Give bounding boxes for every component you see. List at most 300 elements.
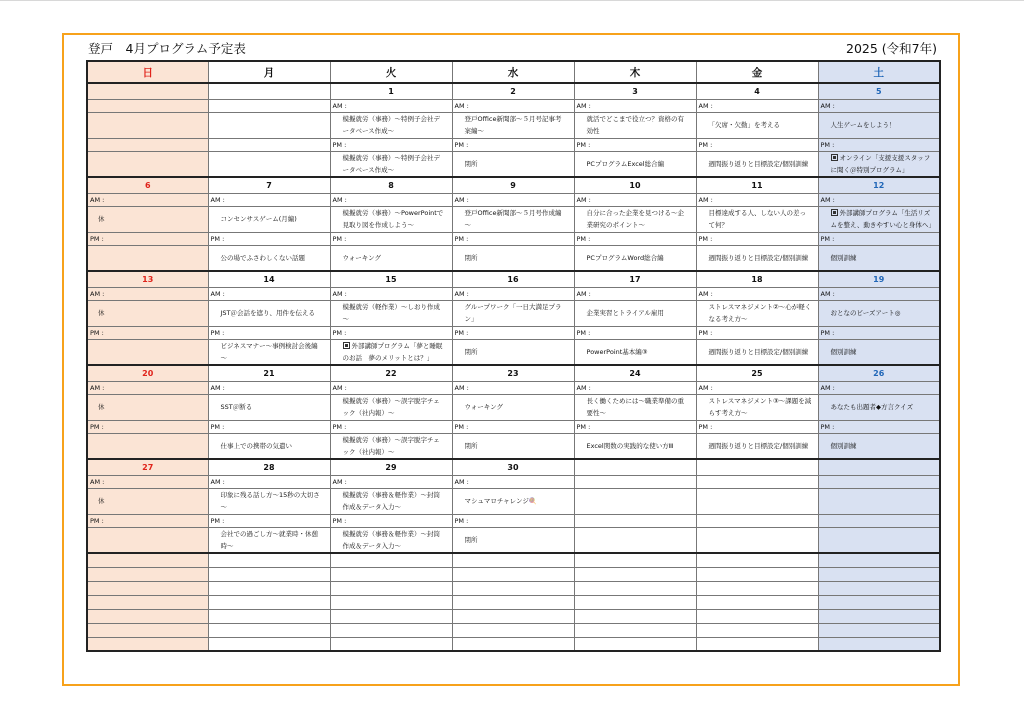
am-label-cell: AM : bbox=[208, 475, 330, 488]
pm-label-cell: PM : bbox=[818, 420, 940, 433]
date-cell: 13 bbox=[87, 271, 208, 287]
empty-cell bbox=[452, 637, 574, 651]
weekday-header-saturday: 土 bbox=[818, 61, 940, 83]
empty-cell bbox=[818, 623, 940, 637]
schedule-table bbox=[86, 60, 941, 652]
am-label-cell: AM : bbox=[330, 287, 452, 300]
empty-cell bbox=[452, 595, 574, 609]
year-label: 2025 (令和7年) bbox=[846, 41, 937, 56]
am-label-cell: AM : bbox=[452, 99, 574, 112]
program-entry bbox=[697, 395, 818, 419]
date-cell: 28 bbox=[208, 459, 330, 475]
program-cell bbox=[818, 151, 940, 177]
program-entry bbox=[209, 440, 330, 452]
pm-program-row bbox=[87, 339, 940, 365]
program-text: 週間振り返りと目標設定/個別訓練 bbox=[708, 441, 809, 450]
weekday-header-friday: 金 bbox=[696, 61, 818, 83]
date-cell: 7 bbox=[208, 177, 330, 193]
program-text: ウォーキング bbox=[464, 403, 504, 411]
program-entry bbox=[819, 152, 940, 176]
pm-label-cell: PM : bbox=[330, 326, 452, 339]
am-label-cell: AM : bbox=[696, 381, 818, 394]
empty-cell bbox=[87, 581, 208, 595]
program-cell bbox=[330, 488, 452, 514]
program-cell bbox=[696, 527, 818, 553]
program-cell bbox=[208, 339, 330, 365]
empty-cell bbox=[87, 623, 208, 637]
calendar-icon bbox=[831, 154, 838, 161]
date-cell: 30 bbox=[452, 459, 574, 475]
pm-label-row bbox=[87, 232, 940, 245]
program-cell bbox=[574, 151, 696, 177]
program-cell bbox=[330, 433, 452, 459]
program-entry bbox=[331, 113, 452, 137]
program-text: 模擬就労（事務）～誤字脱字チェック（社内報）～ bbox=[342, 397, 440, 417]
top-divider bbox=[0, 0, 1024, 1]
pm-label-cell: PM : bbox=[696, 232, 818, 245]
empty-cell bbox=[87, 595, 208, 609]
program-entry bbox=[453, 401, 574, 413]
program-cell bbox=[208, 394, 330, 420]
am-label-cell: AM : bbox=[818, 381, 940, 394]
empty-cell bbox=[87, 609, 208, 623]
am-label-cell: AM : bbox=[330, 381, 452, 394]
am-program-row bbox=[87, 300, 940, 326]
program-text: 企業実習とトライアル雇用 bbox=[586, 309, 664, 317]
program-entry bbox=[209, 252, 330, 264]
program-entry bbox=[575, 113, 696, 137]
program-cell bbox=[574, 488, 696, 514]
program-cell bbox=[87, 488, 208, 514]
am-label-cell: AM : bbox=[452, 287, 574, 300]
program-cell bbox=[574, 300, 696, 326]
am-label-cell: AM : bbox=[87, 381, 208, 394]
empty-cell bbox=[330, 581, 452, 595]
program-text: オンライン「支援支援スタッフに聞く＠特別プログラム」 bbox=[830, 153, 931, 174]
pm-label-cell: PM : bbox=[574, 232, 696, 245]
program-entry bbox=[209, 307, 330, 319]
am-label-row bbox=[87, 381, 940, 394]
pm-label-cell: PM : bbox=[208, 420, 330, 433]
program-cell bbox=[87, 245, 208, 271]
program-cell bbox=[574, 527, 696, 553]
weekday-header-sunday: 日 bbox=[87, 61, 208, 83]
program-cell bbox=[330, 527, 452, 553]
program-entry bbox=[697, 119, 818, 131]
pm-label-cell: PM : bbox=[330, 138, 452, 151]
empty-cell bbox=[87, 637, 208, 651]
program-entry bbox=[697, 301, 818, 325]
program-entry bbox=[575, 158, 696, 170]
am-label-row bbox=[87, 475, 940, 488]
pm-label-row bbox=[87, 420, 940, 433]
empty-cell bbox=[208, 595, 330, 609]
holiday-label: 休 bbox=[98, 215, 105, 223]
program-text: あなたも出題者◆方言クイズ bbox=[830, 403, 914, 411]
empty-cell bbox=[87, 553, 208, 567]
empty-cell bbox=[696, 623, 818, 637]
date-cell: 21 bbox=[208, 365, 330, 381]
program-cell bbox=[87, 339, 208, 365]
am-program-row bbox=[87, 206, 940, 232]
program-entry bbox=[453, 158, 574, 170]
program-entry bbox=[697, 252, 818, 264]
empty-cell bbox=[208, 553, 330, 567]
program-text: 目標達成する人、しない人の差って何？ bbox=[708, 209, 806, 229]
date-cell: 19 bbox=[818, 271, 940, 287]
pm-label-cell bbox=[87, 138, 208, 151]
date-row bbox=[87, 365, 940, 381]
am-label-cell: AM : bbox=[574, 287, 696, 300]
am-label-cell: AM : bbox=[208, 381, 330, 394]
am-label-row bbox=[87, 99, 940, 112]
pm-label-cell: PM : bbox=[818, 138, 940, 151]
weekday-header-wednesday: 水 bbox=[452, 61, 574, 83]
date-row bbox=[87, 83, 940, 99]
am-program-row bbox=[87, 394, 940, 420]
holiday-label: 休 bbox=[98, 403, 105, 411]
program-entry bbox=[209, 401, 330, 413]
pm-label-cell: PM : bbox=[452, 326, 574, 339]
program-text: 外部講師プログラム「夢と睡眠のお話 夢のメリットとは？」 bbox=[342, 341, 443, 362]
empty-cell bbox=[330, 609, 452, 623]
weekday-header-row bbox=[87, 61, 940, 83]
program-entry bbox=[575, 252, 696, 264]
empty-cell bbox=[208, 637, 330, 651]
pm-program-row bbox=[87, 245, 940, 271]
date-cell: 3 bbox=[574, 83, 696, 99]
pm-label-cell: PM : bbox=[696, 420, 818, 433]
am-label-cell: AM : bbox=[330, 193, 452, 206]
program-cell bbox=[696, 245, 818, 271]
pm-label-cell: PM : bbox=[87, 326, 208, 339]
empty-cell bbox=[452, 553, 574, 567]
pm-label-cell: PM : bbox=[87, 420, 208, 433]
program-text: 個別訓練 bbox=[830, 253, 857, 262]
empty-cell bbox=[208, 609, 330, 623]
program-cell bbox=[87, 527, 208, 553]
program-entry bbox=[453, 252, 574, 264]
program-cell bbox=[452, 245, 574, 271]
program-cell bbox=[696, 488, 818, 514]
program-cell bbox=[574, 339, 696, 365]
program-cell bbox=[208, 300, 330, 326]
empty-cell bbox=[330, 595, 452, 609]
am-label-cell: AM : bbox=[208, 287, 330, 300]
program-entry bbox=[453, 495, 574, 507]
program-entry bbox=[453, 207, 574, 231]
empty-cell bbox=[818, 581, 940, 595]
empty-row bbox=[87, 553, 940, 567]
program-entry bbox=[331, 340, 452, 364]
am-label-row bbox=[87, 287, 940, 300]
empty-cell bbox=[574, 553, 696, 567]
program-entry bbox=[697, 440, 818, 452]
date-cell: 15 bbox=[330, 271, 452, 287]
program-cell bbox=[208, 527, 330, 553]
program-cell bbox=[87, 394, 208, 420]
program-text: PCプログラムWord総合編 bbox=[586, 253, 664, 262]
date-cell bbox=[87, 83, 208, 99]
program-text: 模擬就労（事務＆軽作業）～封筒作成＆データ入力～ bbox=[342, 491, 440, 511]
program-entry bbox=[819, 401, 940, 413]
date-row bbox=[87, 459, 940, 475]
program-text: 印象に残る話し方～15秒の大切さ～ bbox=[220, 491, 320, 511]
program-text: 会社での過ごし方～就業時・休憩時～ bbox=[220, 529, 318, 550]
empty-cell bbox=[696, 567, 818, 581]
empty-cell bbox=[452, 567, 574, 581]
program-text: 就活でどこまで役立つ？資格の有効性 bbox=[586, 115, 684, 135]
program-cell bbox=[696, 433, 818, 459]
program-entry bbox=[697, 158, 818, 170]
program-entry bbox=[331, 152, 452, 176]
empty-cell bbox=[87, 567, 208, 581]
program-text: ストレスマネジメント②～心が軽くなる考え方～ bbox=[708, 303, 812, 323]
empty-cell bbox=[696, 581, 818, 595]
date-cell bbox=[574, 459, 696, 475]
program-text: コンセンサスゲーム(月編) bbox=[220, 215, 297, 223]
pm-label-cell: PM : bbox=[208, 326, 330, 339]
program-cell bbox=[452, 339, 574, 365]
pm-label-cell: PM : bbox=[574, 326, 696, 339]
empty-row bbox=[87, 595, 940, 609]
program-cell bbox=[330, 300, 452, 326]
pm-label-cell: PM : bbox=[330, 514, 452, 527]
program-entry bbox=[453, 346, 574, 358]
program-cell bbox=[87, 300, 208, 326]
weekday-header-tuesday: 火 bbox=[330, 61, 452, 83]
pm-label-cell: PM : bbox=[696, 326, 818, 339]
am-label-row bbox=[87, 193, 940, 206]
program-text: 仕事上での携帯の気遣い bbox=[220, 441, 292, 450]
date-cell: 1 bbox=[330, 83, 452, 99]
date-cell: 4 bbox=[696, 83, 818, 99]
program-entry bbox=[209, 340, 330, 364]
date-cell bbox=[208, 83, 330, 99]
program-entry bbox=[331, 207, 452, 231]
date-cell: 10 bbox=[574, 177, 696, 193]
empty-cell bbox=[696, 595, 818, 609]
weekday-header-thursday: 木 bbox=[574, 61, 696, 83]
program-cell bbox=[696, 300, 818, 326]
program-entry bbox=[331, 434, 452, 458]
am-label-cell: AM : bbox=[574, 99, 696, 112]
program-cell bbox=[696, 151, 818, 177]
empty-cell bbox=[818, 567, 940, 581]
program-entry bbox=[819, 207, 940, 231]
empty-cell bbox=[574, 609, 696, 623]
empty-cell bbox=[330, 623, 452, 637]
program-text: 「欠席・欠勤」を考える bbox=[708, 121, 780, 129]
am-label-cell: AM : bbox=[87, 287, 208, 300]
program-cell bbox=[330, 339, 452, 365]
am-label-cell: AM : bbox=[87, 193, 208, 206]
empty-cell bbox=[696, 609, 818, 623]
program-cell bbox=[818, 112, 940, 138]
program-cell bbox=[574, 112, 696, 138]
program-cell bbox=[330, 245, 452, 271]
empty-row bbox=[87, 609, 940, 623]
program-cell bbox=[208, 151, 330, 177]
program-cell bbox=[208, 245, 330, 271]
program-cell bbox=[574, 394, 696, 420]
date-cell: 25 bbox=[696, 365, 818, 381]
am-program-row bbox=[87, 112, 940, 138]
pm-label-row bbox=[87, 326, 940, 339]
empty-cell bbox=[330, 567, 452, 581]
program-entry bbox=[209, 528, 330, 552]
pm-label-row bbox=[87, 514, 940, 527]
program-cell bbox=[87, 206, 208, 232]
program-cell bbox=[87, 112, 208, 138]
calendar-icon bbox=[831, 209, 838, 216]
program-cell bbox=[818, 339, 940, 365]
program-text: 登戸Office新聞部～５月号作成編～ bbox=[464, 209, 562, 229]
program-entry bbox=[575, 207, 696, 231]
pm-label-cell: PM : bbox=[87, 232, 208, 245]
date-cell bbox=[696, 459, 818, 475]
empty-cell bbox=[574, 567, 696, 581]
pm-label-cell: PM : bbox=[87, 514, 208, 527]
holiday-label: 休 bbox=[98, 497, 105, 505]
program-text: 週間振り返りと目標設定/個別訓練 bbox=[708, 253, 809, 262]
date-cell: 8 bbox=[330, 177, 452, 193]
program-text: 公の場でふさわしくない話題 bbox=[220, 253, 305, 262]
program-cell bbox=[87, 151, 208, 177]
program-cell bbox=[696, 112, 818, 138]
am-label-cell: AM : bbox=[574, 193, 696, 206]
program-entry bbox=[819, 346, 940, 358]
empty-cell bbox=[696, 637, 818, 651]
empty-cell bbox=[452, 623, 574, 637]
empty-row bbox=[87, 567, 940, 581]
program-cell bbox=[574, 245, 696, 271]
date-cell: 24 bbox=[574, 365, 696, 381]
program-text: PCプログラムExcel総合編 bbox=[586, 159, 665, 168]
program-cell bbox=[330, 394, 452, 420]
date-cell: 9 bbox=[452, 177, 574, 193]
empty-cell bbox=[696, 553, 818, 567]
program-text: マシュマロチャレンジ🍭 bbox=[464, 497, 537, 505]
program-cell bbox=[574, 206, 696, 232]
program-cell bbox=[818, 394, 940, 420]
am-label-cell: AM : bbox=[452, 193, 574, 206]
program-entry bbox=[209, 489, 330, 513]
program-text: 登戸Office新聞部～５月号記事考案編～ bbox=[464, 115, 562, 135]
program-entry bbox=[697, 346, 818, 358]
program-entry bbox=[209, 213, 330, 225]
pm-label-cell: PM : bbox=[208, 514, 330, 527]
program-text: グループワーク「一日大満足プラン」 bbox=[464, 303, 562, 323]
am-label-cell: AM : bbox=[818, 99, 940, 112]
program-text: Excel関数の実践的な使い方Ⅲ bbox=[586, 441, 674, 450]
program-cell bbox=[87, 433, 208, 459]
program-text: 長く働くためには～職業準備の重要性～ bbox=[586, 397, 684, 417]
am-label-cell bbox=[208, 99, 330, 112]
program-cell bbox=[208, 112, 330, 138]
program-cell bbox=[818, 527, 940, 553]
pm-label-cell: PM : bbox=[574, 420, 696, 433]
program-entry bbox=[819, 307, 940, 319]
program-text: 個別訓練 bbox=[830, 441, 857, 450]
program-cell bbox=[818, 206, 940, 232]
program-cell bbox=[452, 206, 574, 232]
date-cell bbox=[818, 459, 940, 475]
am-label-cell: AM : bbox=[574, 381, 696, 394]
empty-cell bbox=[452, 609, 574, 623]
empty-cell bbox=[818, 595, 940, 609]
program-entry bbox=[819, 440, 940, 452]
empty-row bbox=[87, 637, 940, 651]
empty-cell bbox=[208, 567, 330, 581]
page-title: 登戸 4月プログラム予定表 bbox=[88, 41, 246, 56]
program-cell bbox=[330, 206, 452, 232]
program-text: ウォーキング bbox=[342, 253, 382, 262]
weekday-header-monday: 月 bbox=[208, 61, 330, 83]
empty-cell bbox=[818, 553, 940, 567]
pm-label-row bbox=[87, 138, 940, 151]
am-label-cell: AM : bbox=[452, 381, 574, 394]
program-entry bbox=[453, 534, 574, 546]
pm-program-row bbox=[87, 151, 940, 177]
program-text: 模擬就労（軽作業）～しおり作成～ bbox=[342, 303, 440, 323]
date-row bbox=[87, 177, 940, 193]
program-entry bbox=[331, 301, 452, 325]
program-text: SST＠断る bbox=[220, 403, 253, 411]
pm-label-cell: PM : bbox=[452, 232, 574, 245]
am-label-cell: AM : bbox=[208, 193, 330, 206]
empty-cell bbox=[208, 581, 330, 595]
program-cell bbox=[330, 151, 452, 177]
program-text: 週間振り返りと目標設定/個別訓練 bbox=[708, 159, 809, 168]
pm-label-cell: PM : bbox=[452, 138, 574, 151]
program-entry bbox=[453, 301, 574, 325]
date-cell: 26 bbox=[818, 365, 940, 381]
pm-label-cell: PM : bbox=[574, 138, 696, 151]
program-cell bbox=[696, 394, 818, 420]
date-cell: 11 bbox=[696, 177, 818, 193]
date-cell: 23 bbox=[452, 365, 574, 381]
empty-cell bbox=[330, 637, 452, 651]
pm-label-cell bbox=[208, 138, 330, 151]
program-text: 閉所 bbox=[464, 253, 478, 262]
pm-label-cell: PM : bbox=[818, 232, 940, 245]
am-label-cell: AM : bbox=[452, 475, 574, 488]
empty-cell bbox=[574, 623, 696, 637]
date-cell: 29 bbox=[330, 459, 452, 475]
program-entry bbox=[575, 440, 696, 452]
program-text: 模擬就労（事務）～誤字脱字チェック（社内報）～ bbox=[342, 435, 440, 456]
program-entry bbox=[453, 440, 574, 452]
program-text: 閉所 bbox=[464, 347, 478, 356]
program-cell bbox=[696, 206, 818, 232]
am-label-cell: AM : bbox=[696, 99, 818, 112]
am-label-cell bbox=[87, 99, 208, 112]
program-text: 閉所 bbox=[464, 441, 478, 450]
program-cell bbox=[452, 488, 574, 514]
program-text: 模擬就労（事務）～特例子会社データベース作成～ bbox=[342, 153, 440, 174]
date-cell: 5 bbox=[818, 83, 940, 99]
date-cell: 22 bbox=[330, 365, 452, 381]
program-entry bbox=[575, 395, 696, 419]
empty-cell bbox=[330, 553, 452, 567]
program-text: 模擬就労（事務）～特例子会社データベース作成～ bbox=[342, 115, 440, 135]
program-entry bbox=[331, 395, 452, 419]
pm-program-row bbox=[87, 433, 940, 459]
pm-label-cell bbox=[574, 514, 696, 527]
pm-label-cell: PM : bbox=[452, 420, 574, 433]
program-text: PowerPoint基本編③ bbox=[586, 347, 648, 356]
